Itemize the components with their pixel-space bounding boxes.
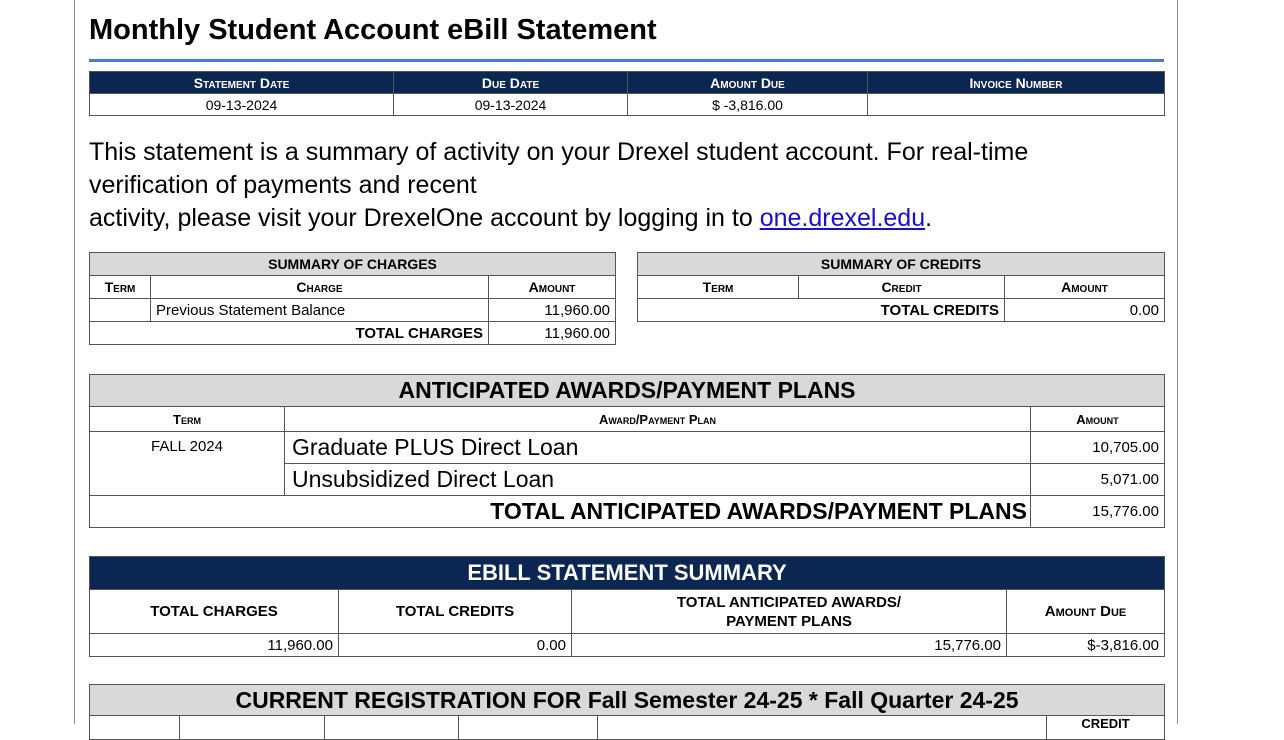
award-plan-name: Graduate PLUS Direct Loan: [285, 432, 1031, 464]
intro-line-2: verification of payments and recent: [89, 171, 477, 199]
registration-title-row: [90, 685, 1165, 716]
statement-date-header: Statement Date: [90, 72, 394, 94]
total-awards-label: TOTAL ANTICIPATED AWARDS/PAYMENT PLANS: [90, 496, 1031, 528]
statement-info-table: [89, 71, 1165, 116]
intro-line-3-text: activity, please visit your DrexelOne account by logging in to: [89, 204, 760, 232]
award-plan-name: Unsubsidized Direct Loan: [285, 464, 1031, 496]
total-charges-amount: 11,960.00: [489, 322, 616, 345]
invoice-number-header: Invoice Number: [868, 72, 1165, 94]
charges-charge-header: Charge: [151, 276, 489, 299]
awards-plan-header: Award/Payment Plan: [285, 407, 1031, 432]
credits-title-row: [638, 253, 1165, 276]
registration-title: CURRENT REGISTRATION FOR Fall Semester 24-25 * Fall Quarter 24-25: [90, 685, 1165, 716]
charges-row-amount: 11,960.00: [489, 299, 616, 322]
registration-header-cell: [180, 716, 325, 740]
registration-header-cell: [325, 716, 459, 740]
awards-amount-header: Amount: [1031, 407, 1165, 432]
award-term: FALL 2024: [90, 432, 285, 496]
summary-title-row: [90, 557, 1165, 590]
awards-total-row: [90, 496, 1165, 528]
award-row: [90, 432, 1165, 464]
current-registration-table: [89, 684, 1165, 740]
page-title: Monthly Student Account eBill Statement: [89, 14, 657, 46]
charges-term-header: Term: [90, 276, 151, 299]
summary-amount-due-value: $-3,816.00: [1007, 634, 1165, 657]
total-credits-amount: 0.00: [1005, 299, 1165, 322]
summary-header-row: [90, 590, 1165, 634]
registration-header-row: [90, 716, 1165, 740]
awards-title-row: [90, 375, 1165, 407]
awards-term-header: Term: [90, 407, 285, 432]
summary-total-charges-value: 11,960.00: [90, 634, 339, 657]
registration-header-cell: [459, 716, 598, 740]
charges-total-row: [90, 322, 616, 345]
summary-amount-due-header: Amount Due: [1007, 590, 1165, 634]
statement-header-row: [90, 72, 1165, 94]
total-charges-label: TOTAL CHARGES: [90, 322, 489, 345]
award-amount: 5,071.00: [1031, 464, 1165, 496]
intro-line-3-end: .: [925, 204, 933, 232]
title-divider: [89, 59, 1164, 62]
charges-header-row: [90, 276, 616, 299]
charges-row-term: [90, 299, 151, 322]
statement-date-value: 09-13-2024: [90, 94, 394, 116]
amount-due-header: Amount Due: [628, 72, 868, 94]
charges-title-row: [90, 253, 616, 276]
summary-awards-header-line-1: TOTAL ANTICIPATED AWARDS/: [676, 593, 902, 611]
awards-header-row: [90, 407, 1165, 432]
credits-term-header: Term: [638, 276, 799, 299]
amount-due-value: $ -3,816.00: [628, 94, 868, 116]
intro-line-3: [89, 202, 1169, 235]
summary-total-credits-header: TOTAL CREDITS: [339, 590, 572, 634]
due-date-value: 09-13-2024: [394, 94, 628, 116]
summary-total-credits-value: 0.00: [339, 634, 572, 657]
registration-header-cell: [598, 716, 1047, 740]
charges-title: SUMMARY OF CHARGES: [90, 253, 616, 276]
summary-of-credits-table: [637, 252, 1165, 322]
credits-title: SUMMARY OF CREDITS: [638, 253, 1165, 276]
charges-row-charge: Previous Statement Balance: [151, 299, 489, 322]
page-border-left: [74, 0, 75, 724]
intro-paragraph: [89, 136, 1169, 235]
summary-title: EBILL STATEMENT SUMMARY: [90, 557, 1165, 590]
awards-title: ANTICIPATED AWARDS/PAYMENT PLANS: [90, 375, 1165, 407]
summary-awards-header-line-2: PAYMENT PLANS: [726, 612, 852, 630]
credits-header-row: [638, 276, 1165, 299]
registration-credit-header: CREDIT: [1047, 716, 1165, 740]
summary-total-awards-header: [572, 590, 1007, 634]
summary-total-awards-value: 15,776.00: [572, 634, 1007, 657]
statement-value-row: [90, 94, 1165, 116]
drexelone-link[interactable]: one.drexel.edu: [759, 204, 926, 232]
credits-credit-header: Credit: [799, 276, 1005, 299]
charges-row: [90, 299, 616, 322]
intro-line-1: This statement is a summary of activity on your Drexel student account. For real-time: [89, 138, 1029, 166]
summary-total-charges-header: TOTAL CHARGES: [90, 590, 339, 634]
summary-of-charges-table: [89, 252, 616, 345]
credits-total-row: [638, 299, 1165, 322]
registration-header-cell: [90, 716, 180, 740]
total-credits-label: TOTAL CREDITS: [638, 299, 1005, 322]
anticipated-awards-table: [89, 374, 1165, 528]
summary-value-row: [90, 634, 1165, 657]
due-date-header: Due Date: [394, 72, 628, 94]
credits-amount-header: Amount: [1005, 276, 1165, 299]
charges-amount-header: Amount: [489, 276, 616, 299]
ebill-summary-table: [89, 556, 1165, 657]
award-amount: 10,705.00: [1031, 432, 1165, 464]
total-awards-amount: 15,776.00: [1031, 496, 1165, 528]
page-border-right: [1177, 0, 1178, 724]
invoice-number-value: [868, 94, 1165, 116]
